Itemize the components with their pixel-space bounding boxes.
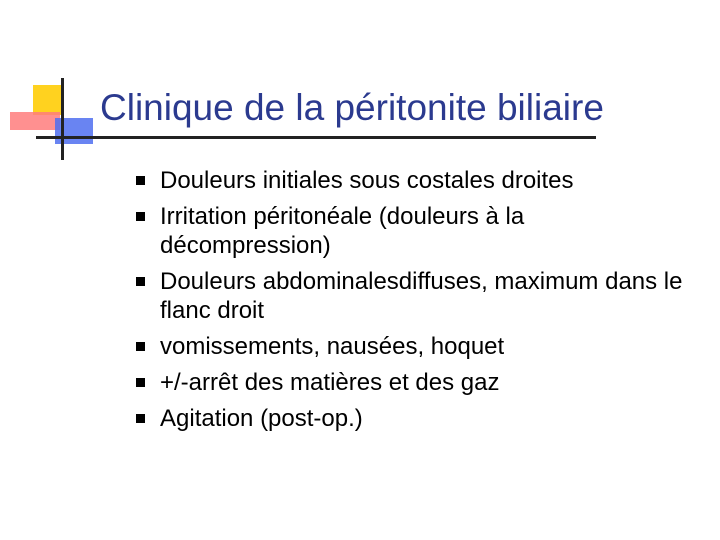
square-bullet-icon bbox=[136, 378, 145, 387]
bullet-text: Agitation (post-op.) bbox=[160, 405, 363, 432]
square-bullet-icon bbox=[136, 277, 145, 286]
bullet-item bbox=[136, 166, 696, 195]
decor-line-vertical bbox=[61, 78, 64, 160]
square-bullet-icon bbox=[136, 176, 145, 185]
bullet-text: Irritation péritonéale (douleurs à la décompression) bbox=[160, 203, 525, 259]
bullet-item bbox=[136, 267, 696, 325]
bullet-item bbox=[136, 404, 696, 433]
decor-square-blue bbox=[55, 118, 93, 144]
bullet-item bbox=[136, 368, 696, 397]
decor-square-yellow bbox=[33, 85, 63, 115]
bullet-item bbox=[136, 332, 696, 361]
bullet-list bbox=[136, 166, 696, 440]
bullet-text: Douleurs abdominalesdiffuses, maximum dans le flanc droit bbox=[160, 268, 683, 324]
slide-title: Clinique de la péritonite biliaire bbox=[100, 87, 604, 128]
decor-square-red bbox=[10, 112, 60, 130]
bullet-text: vomissements, nausées, hoquet bbox=[160, 333, 505, 360]
bullet-text: Douleurs initiales sous costales droites bbox=[160, 167, 574, 194]
square-bullet-icon bbox=[136, 212, 145, 221]
bullet-item bbox=[136, 202, 696, 260]
square-bullet-icon bbox=[136, 342, 145, 351]
bullet-text: +/-arrêt des matières et des gaz bbox=[160, 369, 500, 396]
decor-line-horizontal bbox=[36, 136, 596, 139]
square-bullet-icon bbox=[136, 414, 145, 423]
